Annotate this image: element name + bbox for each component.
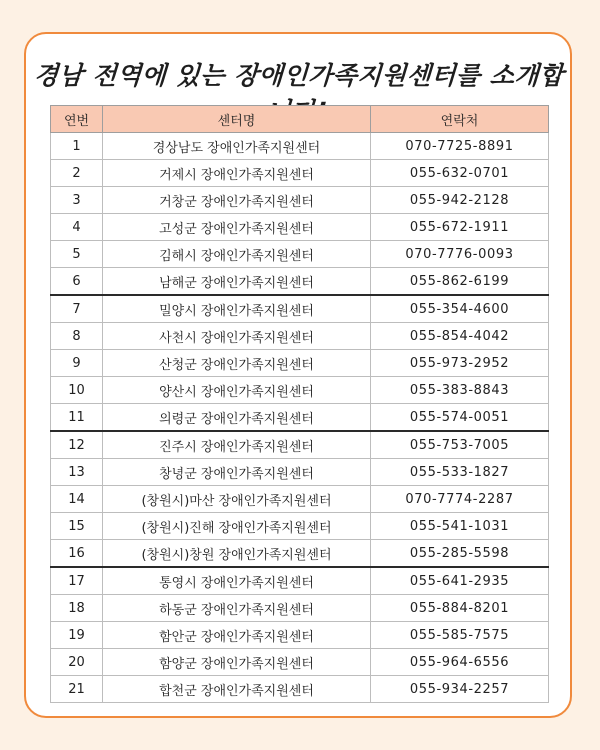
row-number: 15	[51, 513, 103, 540]
center-phone: 055-862-6199	[371, 268, 549, 296]
center-table	[50, 105, 549, 703]
row-number: 19	[51, 622, 103, 649]
center-phone: 055-354-4600	[371, 295, 549, 323]
row-number: 12	[51, 431, 103, 459]
row-number: 4	[51, 214, 103, 241]
row-number: 18	[51, 595, 103, 622]
center-name: 거창군 장애인가족지원센터	[103, 187, 371, 214]
row-number: 20	[51, 649, 103, 676]
center-phone: 070-7776-0093	[371, 241, 549, 268]
center-name: 함양군 장애인가족지원센터	[103, 649, 371, 676]
table-row	[51, 214, 549, 241]
row-number: 14	[51, 486, 103, 513]
row-number: 16	[51, 540, 103, 568]
info-card	[24, 32, 572, 718]
row-number: 1	[51, 133, 103, 160]
table-row	[51, 622, 549, 649]
page-title: 경남 전역에 있는 장애인가족지원센터를 소개합니다!	[33, 61, 565, 90]
center-phone: 055-854-4042	[371, 323, 549, 350]
row-number: 21	[51, 676, 103, 703]
center-name: 의령군 장애인가족지원센터	[103, 404, 371, 432]
row-number: 13	[51, 459, 103, 486]
table-row	[51, 268, 549, 296]
table-row	[51, 323, 549, 350]
row-number: 7	[51, 295, 103, 323]
center-name: 양산시 장애인가족지원센터	[103, 377, 371, 404]
center-phone: 070-7774-2287	[371, 486, 549, 513]
table-row	[51, 649, 549, 676]
table-row	[51, 377, 549, 404]
center-name: 산청군 장애인가족지원센터	[103, 350, 371, 377]
row-number: 8	[51, 323, 103, 350]
center-phone: 055-632-0701	[371, 160, 549, 187]
center-name: 밀양시 장애인가족지원센터	[103, 295, 371, 323]
table-row	[51, 513, 549, 540]
center-phone: 055-672-1911	[371, 214, 549, 241]
header-center-name: 센터명	[103, 106, 371, 133]
center-name: 창녕군 장애인가족지원센터	[103, 459, 371, 486]
center-name: (창원시)창원 장애인가족지원센터	[103, 540, 371, 568]
table-row	[51, 241, 549, 268]
table-row	[51, 404, 549, 432]
table-row	[51, 295, 549, 323]
table-row	[51, 459, 549, 486]
table-row	[51, 187, 549, 214]
center-name: 경상남도 장애인가족지원센터	[103, 133, 371, 160]
row-number: 9	[51, 350, 103, 377]
header-contact: 연락처	[371, 106, 549, 133]
table-row	[51, 431, 549, 459]
row-number: 3	[51, 187, 103, 214]
center-name: 하동군 장애인가족지원센터	[103, 595, 371, 622]
center-phone: 055-884-8201	[371, 595, 549, 622]
center-phone: 055-585-7575	[371, 622, 549, 649]
center-name: 통영시 장애인가족지원센터	[103, 567, 371, 595]
center-name: 거제시 장애인가족지원센터	[103, 160, 371, 187]
table-header-row	[51, 106, 549, 133]
row-number: 10	[51, 377, 103, 404]
center-name: 함안군 장애인가족지원센터	[103, 622, 371, 649]
row-number: 11	[51, 404, 103, 432]
table-row	[51, 350, 549, 377]
row-number: 2	[51, 160, 103, 187]
center-phone: 055-973-2952	[371, 350, 549, 377]
center-phone: 055-964-6556	[371, 649, 549, 676]
center-phone: 055-753-7005	[371, 431, 549, 459]
table-body	[51, 133, 549, 703]
row-number: 5	[51, 241, 103, 268]
center-name: 남해군 장애인가족지원센터	[103, 268, 371, 296]
center-phone: 055-533-1827	[371, 459, 549, 486]
center-name: 사천시 장애인가족지원센터	[103, 323, 371, 350]
center-name: 합천군 장애인가족지원센터	[103, 676, 371, 703]
header-number: 연번	[51, 106, 103, 133]
center-name: 고성군 장애인가족지원센터	[103, 214, 371, 241]
center-phone: 070-7725-8891	[371, 133, 549, 160]
center-name: (창원시)마산 장애인가족지원센터	[103, 486, 371, 513]
table-row	[51, 676, 549, 703]
center-name: 진주시 장애인가족지원센터	[103, 431, 371, 459]
center-phone: 055-934-2257	[371, 676, 549, 703]
center-name: (창원시)진해 장애인가족지원센터	[103, 513, 371, 540]
table-row	[51, 540, 549, 568]
row-number: 17	[51, 567, 103, 595]
row-number: 6	[51, 268, 103, 296]
center-name: 김해시 장애인가족지원센터	[103, 241, 371, 268]
table-row	[51, 133, 549, 160]
table-row	[51, 486, 549, 513]
table-row	[51, 160, 549, 187]
center-phone: 055-574-0051	[371, 404, 549, 432]
center-phone: 055-285-5598	[371, 540, 549, 568]
center-phone: 055-641-2935	[371, 567, 549, 595]
table-row	[51, 567, 549, 595]
center-phone: 055-383-8843	[371, 377, 549, 404]
center-phone: 055-541-1031	[371, 513, 549, 540]
center-phone: 055-942-2128	[371, 187, 549, 214]
table-row	[51, 595, 549, 622]
